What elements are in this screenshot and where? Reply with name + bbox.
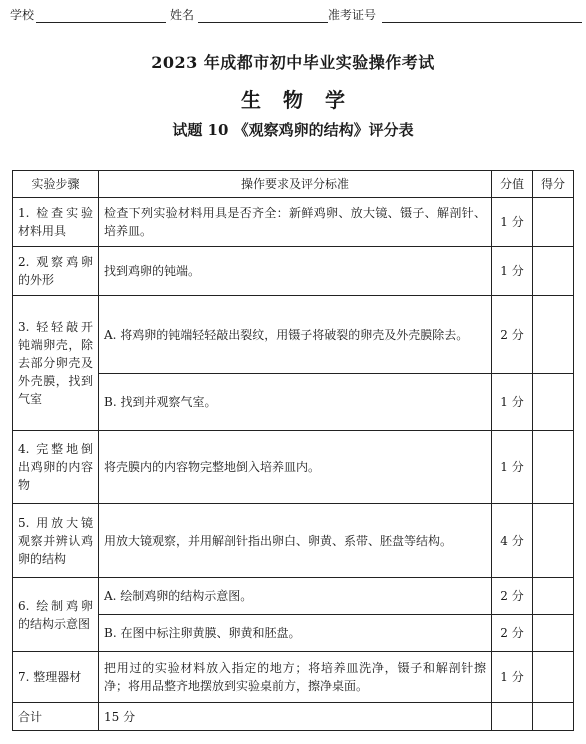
- table-row: [13, 198, 574, 247]
- score-cell[interactable]: [533, 615, 574, 652]
- requirement-cell: 把用过的实验材料放入指定的地方；将培养皿洗净，镊子和解剖针擦净；将用品整齐地摆放到实验桌前方，擦净桌面。: [99, 652, 492, 703]
- requirement-cell: A. 绘制鸡卵的结构示意图。: [99, 578, 492, 615]
- requirement-cell: 找到鸡卵的钝端。: [99, 247, 492, 296]
- score-cell[interactable]: [533, 296, 574, 374]
- total-row: [13, 703, 574, 731]
- table-row: [13, 652, 574, 703]
- score-cell[interactable]: [533, 198, 574, 247]
- step-cell: 2. 观察鸡卵的外形: [13, 247, 99, 296]
- score-cell[interactable]: [533, 374, 574, 431]
- school-blank[interactable]: [36, 22, 166, 23]
- step-cell: 7. 整理器材: [13, 652, 99, 703]
- points-cell: 1 分: [492, 374, 533, 431]
- points-cell: 1 分: [492, 431, 533, 504]
- subject-title: 生物学: [241, 88, 367, 112]
- header-step: 实验步骤: [13, 171, 99, 198]
- score-cell[interactable]: [533, 431, 574, 504]
- requirement-cell: A. 将鸡卵的钝端轻轻敲出裂纹，用镊子将破裂的卵壳及外壳膜除去。: [99, 296, 492, 374]
- step-cell: 1. 检查实验材料用具: [13, 198, 99, 247]
- points-cell: 1 分: [492, 247, 533, 296]
- name-label: 姓名: [170, 8, 195, 22]
- step-cell: 6. 绘制鸡卵的结构示意图: [13, 578, 99, 652]
- points-cell: 2 分: [492, 578, 533, 615]
- requirement-cell: 检查下列实验材料用具是否齐全：新鲜鸡卵、放大镜、镊子、解剖针、培养皿。: [99, 198, 492, 247]
- total-points-cell: 15 分: [99, 703, 492, 731]
- table-row: [13, 578, 574, 615]
- table-header-row: [13, 171, 574, 198]
- points-cell: 2 分: [492, 615, 533, 652]
- points-cell: [492, 703, 533, 731]
- score-cell[interactable]: [533, 578, 574, 615]
- exam-id-label: 准考证号: [328, 8, 377, 22]
- header-requirement: 操作要求及评分标准: [99, 171, 492, 198]
- table-row: [13, 431, 574, 504]
- exam-id-blank[interactable]: [382, 22, 582, 23]
- table-row: [13, 504, 574, 578]
- school-label: 学校: [10, 8, 35, 22]
- score-cell[interactable]: [533, 652, 574, 703]
- table-row: [13, 296, 574, 374]
- scoring-table: [12, 170, 574, 731]
- requirement-cell: 用放大镜观察，并用解剖针指出卵白、卵黄、系带、胚盘等结构。: [99, 504, 492, 578]
- name-blank[interactable]: [198, 22, 328, 23]
- header-points: 分值: [492, 171, 533, 198]
- scoresheet-title: 试题 10 《观察鸡卵的结构》评分表: [172, 121, 414, 139]
- points-cell: 2 分: [492, 296, 533, 374]
- requirement-cell: 将壳膜内的内容物完整地倒入培养皿内。: [99, 431, 492, 504]
- score-cell[interactable]: [533, 504, 574, 578]
- score-cell[interactable]: [533, 703, 574, 731]
- header-score: 得分: [533, 171, 574, 198]
- points-cell: 4 分: [492, 504, 533, 578]
- score-cell[interactable]: [533, 247, 574, 296]
- points-cell: 1 分: [492, 198, 533, 247]
- requirement-cell: B. 在图中标注卵黄膜、卵黄和胚盘。: [99, 615, 492, 652]
- table-row: [13, 247, 574, 296]
- requirement-cell: B. 找到并观察气室。: [99, 374, 492, 431]
- step-cell: 3. 轻轻敲开钝端卵壳，除去部分卵壳及外壳膜，找到气室: [13, 296, 99, 431]
- candidate-info-header: [10, 6, 586, 26]
- step-cell: 5. 用放大镜观察并辨认鸡卵的结构: [13, 504, 99, 578]
- total-label-cell: 合计: [13, 703, 99, 731]
- points-cell: 1 分: [492, 652, 533, 703]
- step-cell: 4. 完整地倒出鸡卵的内容物: [13, 431, 99, 504]
- exam-title: 2023 年成都市初中毕业实验操作考试: [151, 53, 435, 72]
